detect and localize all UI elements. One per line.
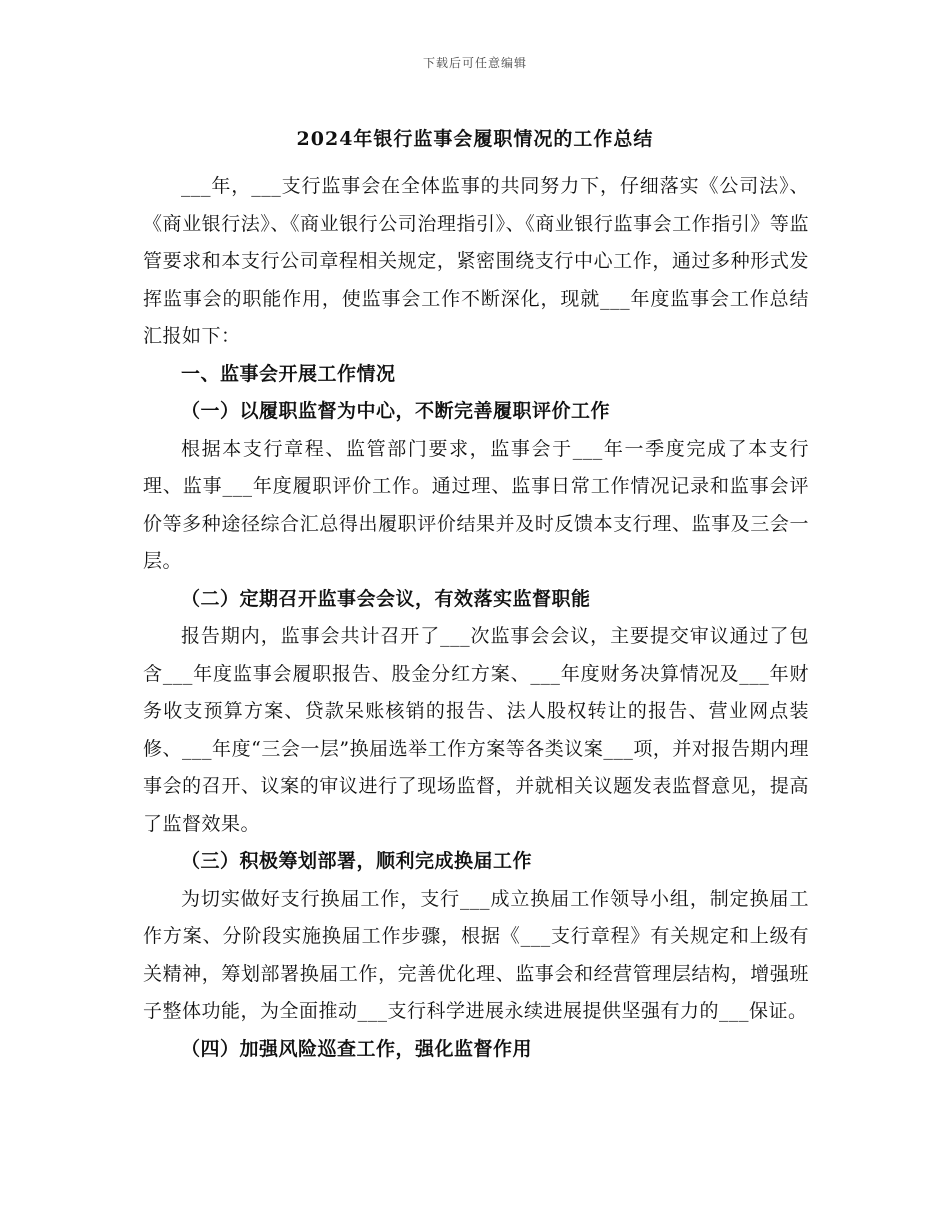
document-title: 2024年银行监事会履职情况的工作总结 <box>296 128 654 150</box>
subsection-heading-4: （四）加强风险巡查工作，强化监督作用 <box>181 1037 533 1060</box>
header-note: 下载后可任意编辑 <box>422 56 527 70</box>
subsection-paragraph-3: 为切实做好支行换届工作，支行___成立换届工作领导小组，制定换届工作方案、分阶段实施换届工作步骤，根据《___支行章程》有关规定和上级有关精神，筹划部署换届工作，完善优化理、监事会和经营管理层结构，增强班子整体功能，为全面推动___支行科学进展永续进展提供坚强有力的___保证。 <box>143 887 809 1022</box>
intro-paragraph: ___年，___支行监事会在全体监事的共同努力下，仔细落实《公司法》、《商业银行法》、《商业银行公司治理指引》、《商业银行监事会工作指引》等监管要求和本支行公司章程相关规定，紧密围绕支行中心工作，通过多种形式发挥监事会的职能作用，使监事会工作不断深化，现就___年度监事会工作总结汇报如下： <box>143 175 809 347</box>
section-heading-1: 一、监事会开展工作情况 <box>181 362 396 385</box>
document-body <box>143 168 809 1068</box>
subsection-paragraph-1: 根据本支行章程、监管部门要求，监事会于___年一季度完成了本支行理、监事___年度履职评价工作。通过理、监事日常工作情况记录和监事会评价等多种途径综合汇总得出履职评价结果并及时反馈本支行理、监事及三会一层。 <box>143 437 809 572</box>
subsection-heading-1: （一）以履职监督为中心，不断完善履职评价工作 <box>181 400 611 422</box>
subsection-paragraph-2: 报告期内，监事会共计召开了___次监事会会议，主要提交审议通过了包含___年度监事会履职报告、股金分红方案、___年度财务决算情况及___年财务收支预算方案、贷款呆账核销的报告、法人股权转让的报告、营业网点装修、___年度“三会一层”换届选举工作方案等各类议案___项，并对报告期内理事会的召开、议案的审议进行了现场监督，并就相关议题发表监督意见，提高了监督效果。 <box>143 625 809 835</box>
subsection-heading-2: （二）定期召开监事会会议，有效落实监督职能 <box>181 587 591 610</box>
subsection-heading-3: （三）积极筹划部署，顺利完成换届工作 <box>181 850 533 872</box>
